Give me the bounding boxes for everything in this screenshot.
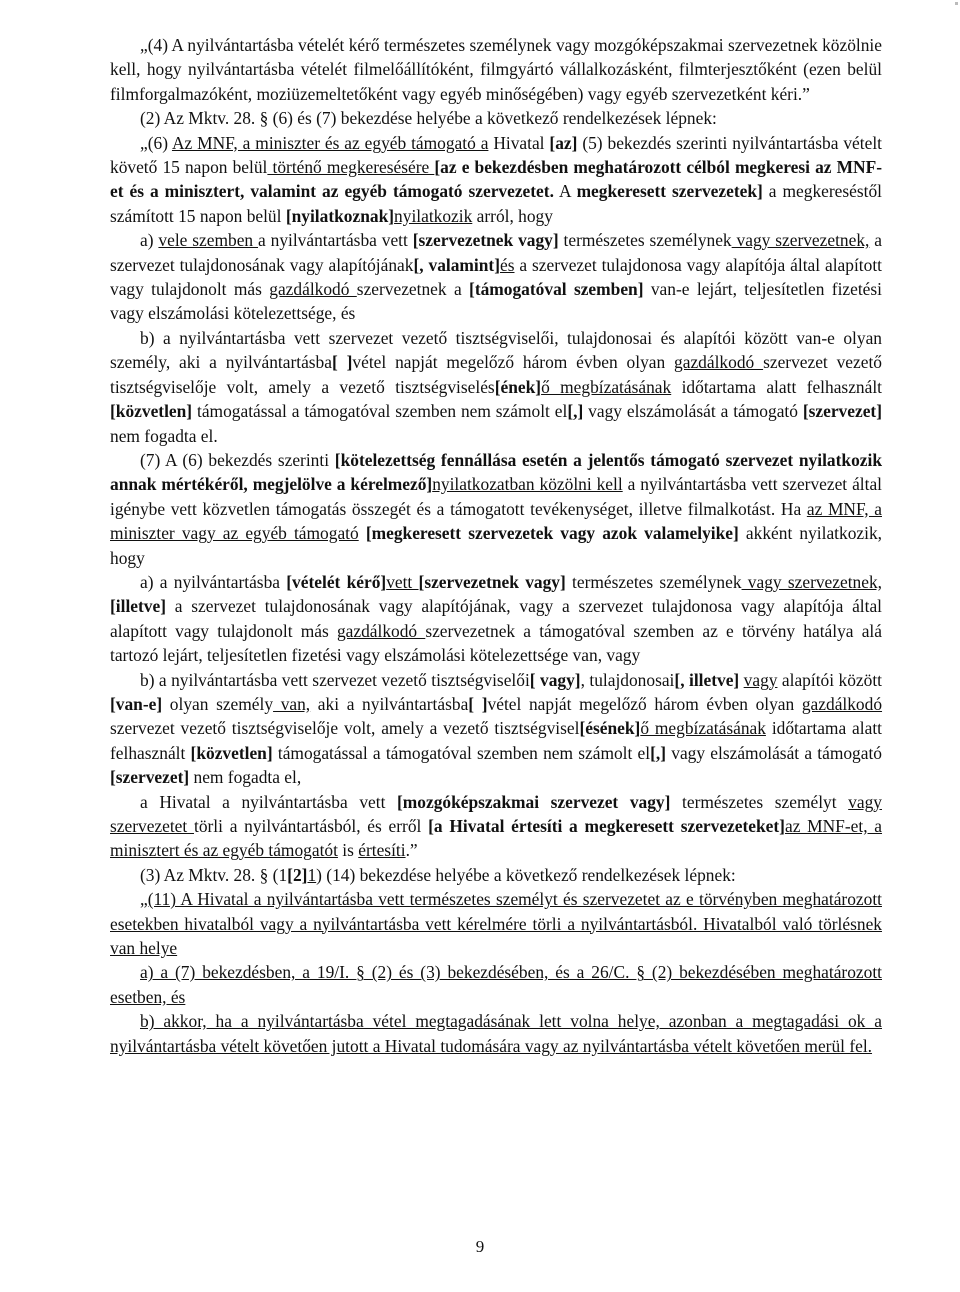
text-run: természetes személyt	[670, 791, 849, 812]
inserted-text: és	[500, 254, 515, 275]
text-run: (7) A (6) bekezdés szerinti	[140, 449, 335, 470]
deleted-text: [, valamint]	[413, 254, 500, 275]
deleted-text: megkeresett szervezetek]	[576, 181, 763, 202]
deleted-text: [nyilatkoznak]	[285, 205, 395, 226]
text-run: olyan személy	[162, 693, 274, 714]
text-run: (2) Az Mktv. 28. § (6) és (7) bekezdése helyébe a következő rendelkezések lépnek:	[140, 108, 717, 129]
text-run: a) a nyilvántartásba	[140, 571, 287, 592]
deleted-text: [ ]	[468, 693, 488, 714]
text-run: a nyilvántartásba vett szervezet által igénybe vett közvetlen támogatás összegét és a támogatott tevékenységet, illetve filmalkotást. Ha	[110, 474, 882, 519]
inserted-text: nyilatkozik	[394, 205, 473, 226]
deleted-text: [közvetlen]	[190, 742, 273, 763]
deleted-text: [, illetve]	[674, 669, 740, 690]
scan-mark	[955, 2, 958, 5]
text-run: A	[553, 181, 577, 202]
text-run: szervezet vezető tisztségviselője volt, amely a vezető tisztségviselés	[110, 352, 882, 397]
deleted-text: [közvetlen]	[110, 401, 193, 422]
inserted-text: történő megkeresésére	[267, 157, 435, 178]
inserted-text: ő megbízatásának	[541, 376, 672, 397]
text-run: a)	[140, 230, 159, 251]
inserted-text: 1	[307, 864, 317, 885]
deleted-text: [ ]	[331, 352, 353, 373]
deleted-text: [megkeresett szervezetek vagy azok valamelyike]	[365, 523, 739, 544]
deleted-text: [a Hivatal értesíti a megkeresett szervezeteket]	[428, 816, 785, 836]
text-run: alapítói között	[777, 669, 882, 690]
paragraph	[110, 790, 882, 863]
inserted-text: van,	[273, 693, 311, 714]
inserted-text: gazdálkodó	[674, 352, 764, 373]
paragraph	[110, 570, 882, 668]
paragraph	[110, 863, 882, 887]
paragraph	[110, 887, 882, 960]
text-run: támogatással a támogatóval szemben nem számolt el	[272, 742, 651, 763]
inserted-text: vett	[386, 571, 419, 592]
deleted-text: [vételét kérő]	[286, 571, 387, 592]
text-run	[359, 523, 366, 543]
text-run: is	[337, 840, 359, 861]
deleted-text: [ vagy]	[529, 669, 581, 690]
text-run: vétel napját megelőző három évben olyan	[352, 352, 675, 373]
paragraph	[110, 131, 882, 229]
deleted-text: [mozgóképszakmai szervezet vagy]	[397, 791, 671, 812]
inserted-text: vagy szervezetet	[110, 791, 882, 836]
text-run: Hivatal	[488, 132, 550, 153]
text-run: vagy elszámolását a támogató	[583, 401, 803, 422]
text-run: nem fogadta el.	[110, 425, 218, 446]
text-run: vétel napját megelőző három évben olyan	[487, 693, 802, 714]
inserted-text: értesíti	[358, 840, 406, 861]
inserted-text: gazdálkodó	[801, 693, 883, 714]
text-run: nem fogadta el,	[189, 767, 302, 788]
inserted-text: b) akkor, ha a nyilvántartásba vétel megtagadásának lett volna helye, azonban a megtagadási ok a nyilvántartásba vételt követően jutott a Hivatal tudomására vagy az nyilvántartásba vételt követően merül fel.	[110, 1011, 882, 1056]
paragraph	[110, 228, 882, 326]
text-run: időtartama alatt felhasznált	[110, 718, 882, 763]
text-run: „(6)	[140, 132, 172, 153]
text-run: támogatással a támogatóval szemben nem számolt el	[192, 401, 568, 422]
paragraph	[110, 668, 882, 790]
deleted-text: [kötelezettség fennállása esetén a jelentős támogató szervezet nyilatkozik annak mértékéről, megjelölve a kérelmező]	[110, 449, 882, 495]
text-run: , tulajdonosai	[580, 669, 675, 690]
inserted-text: vagy szervezetnek,	[741, 571, 882, 592]
deleted-text: [szervezet]	[110, 767, 190, 788]
deleted-text: [támogatóval szemben]	[469, 279, 644, 300]
inserted-text: gazdálkodó	[269, 279, 357, 300]
text-run: szervezet vezető tisztségviselője volt, amely a vezető tisztségvisel	[110, 718, 580, 739]
inserted-text: az MNF-et, a minisztert és az egyéb támogatót	[110, 816, 883, 861]
text-run: a Hivatal a nyilvántartásba vett	[140, 791, 398, 812]
deleted-text: [az e bekezdésben meghatározott célból megkeresi az MNF-et és a minisztert, valamint az egyéb támogató szervezetet.	[110, 157, 882, 202]
deleted-text: [szervezetnek vagy]	[412, 230, 559, 251]
paragraph	[110, 1009, 882, 1058]
text-run: b) a nyilvántartásba vett szervezet vezető tisztségviselői, tulajdonosai és alapítói között van-e olyan személy, aki a nyilvántartásba	[110, 327, 882, 373]
text-run: időtartama alatt felhasznált	[671, 376, 882, 397]
text-run: b) a nyilvántartásba vett szervezet vezető tisztségviselői	[140, 669, 530, 690]
text-run: .”	[405, 840, 418, 861]
text-run: (5) bekezdés szerinti nyilvántartásba vételt követő 15 napon belül	[110, 132, 882, 178]
text-run: törli a nyilvántartásból, és erről	[193, 816, 429, 836]
deleted-text: [2]	[287, 864, 308, 885]
text-run: a nyilvántartásba vett	[258, 230, 413, 251]
inserted-text: Az MNF, a miniszter és az egyéb támogató a	[171, 132, 489, 153]
inserted-text: a) a (7) bekezdésben, a 19/I. § (2) és (3) bekezdésében, és a 26/C. § (2) bekezdésében meghatározott esetben, és	[110, 962, 882, 1007]
page-number: 9	[475, 1237, 485, 1256]
text-run: akként nyilatkozik, hogy	[110, 523, 882, 568]
text-run: a szervezet tulajdonosának vagy alapítójának, vagy a szervezet tulajdonosa vagy alapítója által alapított vagy tulajdonolt más	[110, 596, 882, 641]
text-run: a szervezet tulajdonosa vagy alapítója által alapított vagy tulajdonolt más	[110, 254, 882, 300]
text-run: szervezetnek a	[356, 279, 470, 300]
inserted-text: az MNF, a miniszter vagy az egyéb támogató	[110, 498, 882, 544]
deleted-text: [az]	[549, 132, 578, 153]
paragraph	[110, 448, 882, 570]
paragraph	[110, 326, 882, 448]
inserted-text: vele szemben	[158, 230, 259, 251]
inserted-text: „(11) A Hivatal a nyilvántartásba vett természetes személyt és szervezetet az e törvényben meghatározott esetekben hivatalból vagy a nyilvántartásba vett kérelmére törli a nyilvántartásból. Hivatalból való törlésnek van helye	[110, 889, 882, 959]
paragraph	[110, 106, 882, 130]
deleted-text: [ésének]	[579, 718, 641, 739]
inserted-text: vagy szervezetnek,	[731, 230, 870, 251]
text-run: arról, hogy	[472, 205, 553, 226]
text-run: „(4) A nyilvántartásba vételét kérő természetes személynek vagy mozgóképszakmai szervezetnek közölnie kell, hogy nyilvántartásba vételét filmelőállítóként, filmgyártó vállalkozásként, filmterjesztőként (ezen belül filmforgalmazóként, moziüzemeltetőként vagy egyéb minőségében) vagy egyéb szervezetként kéri.”	[110, 35, 882, 104]
text-run: a megkereséstől számított 15 napon belül	[110, 181, 882, 226]
inserted-text: ő megbízatásának	[640, 718, 766, 739]
deleted-text: [,]	[567, 401, 584, 422]
inserted-text: gazdálkodó	[336, 620, 426, 641]
text-run: (3) Az Mktv. 28. § (1	[140, 864, 288, 885]
deleted-text: [szervezet]	[802, 401, 882, 422]
text-run: ) (14) bekezdése helyébe a következő rendelkezések lépnek:	[316, 864, 736, 885]
text-run: természetes személynek	[565, 571, 742, 592]
text-run: a szervezet tulajdonosának vagy alapítójának	[110, 230, 882, 275]
text-run: természetes személynek	[558, 230, 732, 251]
inserted-text: vagy	[743, 669, 778, 690]
inserted-text: nyilatkozatban közölni kell	[432, 474, 623, 495]
deleted-text: [illetve]	[110, 596, 167, 617]
text-run: vagy elszámolását a támogató	[666, 742, 882, 763]
paragraph	[110, 960, 882, 1009]
deleted-text: [van-e]	[110, 693, 163, 714]
deleted-text: [,]	[650, 742, 667, 763]
text-run: van-e lejárt, teljesítetlen fizetési vagy elszámolási kötelezettsége, és	[110, 279, 883, 324]
deleted-text: [ének]	[494, 376, 542, 397]
paragraph	[110, 33, 882, 106]
text-run: szervezetnek a támogatóval szemben az e törvény hatálya alá tartozó lejárt, teljesítetlen fizetési vagy elszámolási kötelezettsége van, vagy	[110, 620, 882, 666]
document-body	[110, 33, 882, 1058]
deleted-text: [szervezetnek vagy]	[418, 571, 566, 592]
text-run: aki a nyilvántartásba	[310, 693, 469, 714]
